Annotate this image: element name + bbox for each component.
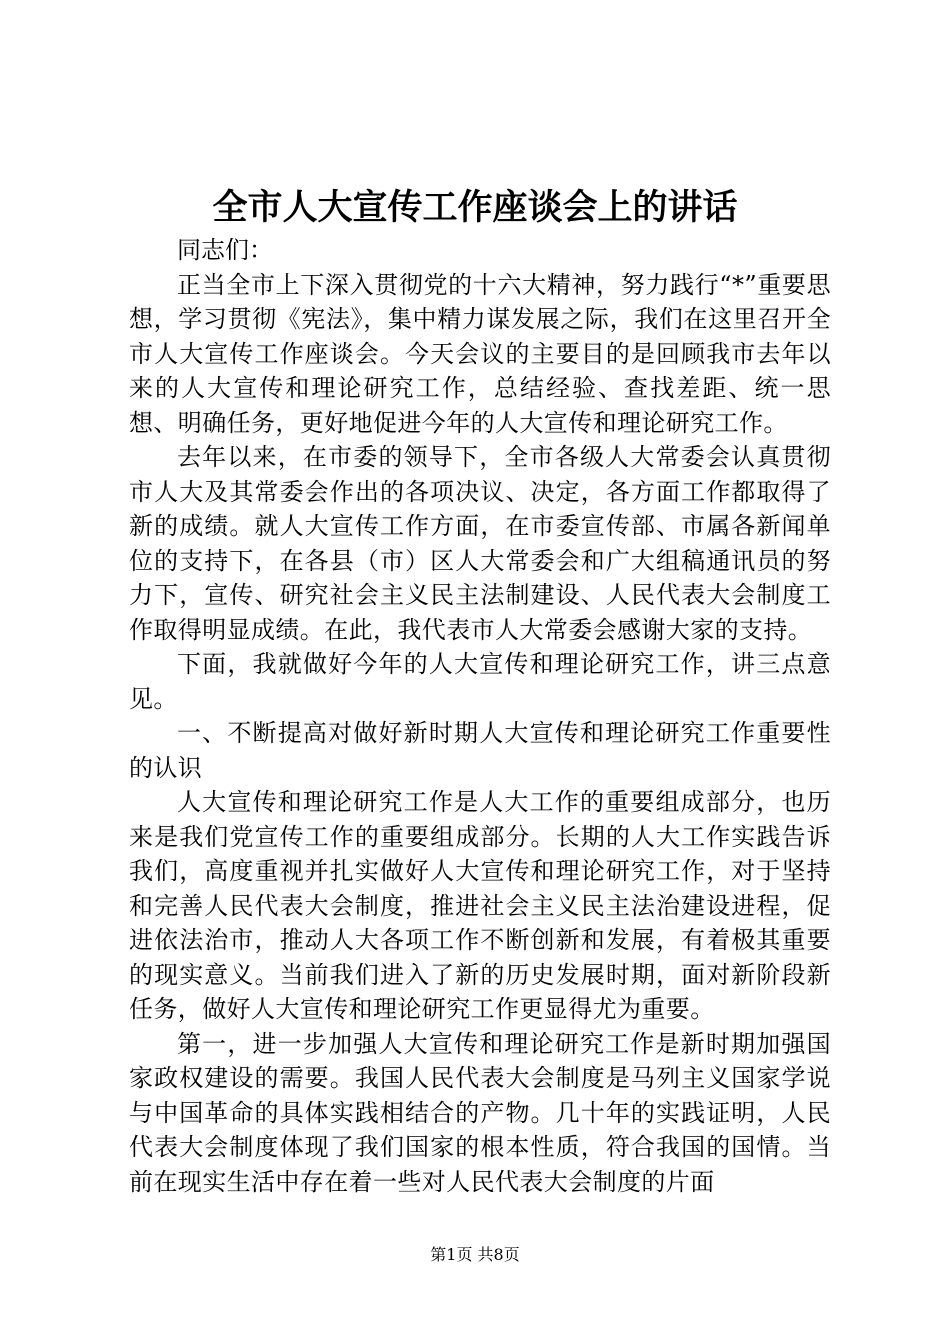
page-footer: 第1页 共8页 <box>430 1245 520 1264</box>
salutation: 同志们： <box>177 236 273 264</box>
section-heading-one: 一、不断提高对做好新时期人大宣传和理论研究工作重要性的认识 <box>129 719 831 782</box>
paragraph-first-point: 第一，进一步加强人大宣传和理论研究工作是新时期加强国家政权建设的需要。我国人民代表大会制度是马列主义国家学说与中国革命的具体实践相结合的产物。几十年的实践证明，人民代表大会制度体现了我们国家的根本性质，符合我国的国情。当前在现实生活中存在着一些对人民代表大会制度的片面 <box>129 1029 831 1196</box>
paragraph-three-points: 下面，我就做好今年的人大宣传和理论研究工作，讲三点意见。 <box>129 650 831 713</box>
paragraph-achievements: 去年以来，在市委的领导下，全市各级人大常委会认真贯彻市人大及其常委会作出的各项决议、决定，各方面工作都取得了新的成绩。就人大宣传工作方面，在市委宣传部、市属各新闻单位的支持下，在各县（市）区人大常委会和广大组稿通讯员的努力下，宣传、研究社会主义民主法制建设、人民代表大会制度工作取得明显成绩。在此，我代表市人大常委会感谢大家的支持。 <box>129 443 831 644</box>
paragraph-intro: 正当全市上下深入贯彻党的十六大精神，努力践行“*”重要思想，学习贯彻《宪法》，集中精力谋发展之际，我们在这里召开全市人大宣传工作座谈会。今天会议的主要目的是回顾我市去年以来的人大宣传和理论研究工作，总结经验、查找差距、统一思想、明确任务，更好地促进今年的人大宣传和理论研究工作。 <box>129 270 831 437</box>
paragraph-importance: 人大宣传和理论研究工作是人大工作的重要组成部分，也历来是我们党宣传工作的重要组成部分。长期的人大工作实践告诉我们，高度重视并扎实做好人大宣传和理论研究工作，对于坚持和完善人民代表大会制度，推进社会主义民主法治建设进程，促进依法治市，推动人大各项工作不断创新和发展，有着极其重要的现实意义。当前我们进入了新的历史发展时期，面对新阶段新任务，做好人大宣传和理论研究工作更显得尤为重要。 <box>129 788 831 1023</box>
document-title: 全市人大宣传工作座谈会上的讲话 <box>212 187 738 228</box>
document-body <box>129 233 831 1199</box>
